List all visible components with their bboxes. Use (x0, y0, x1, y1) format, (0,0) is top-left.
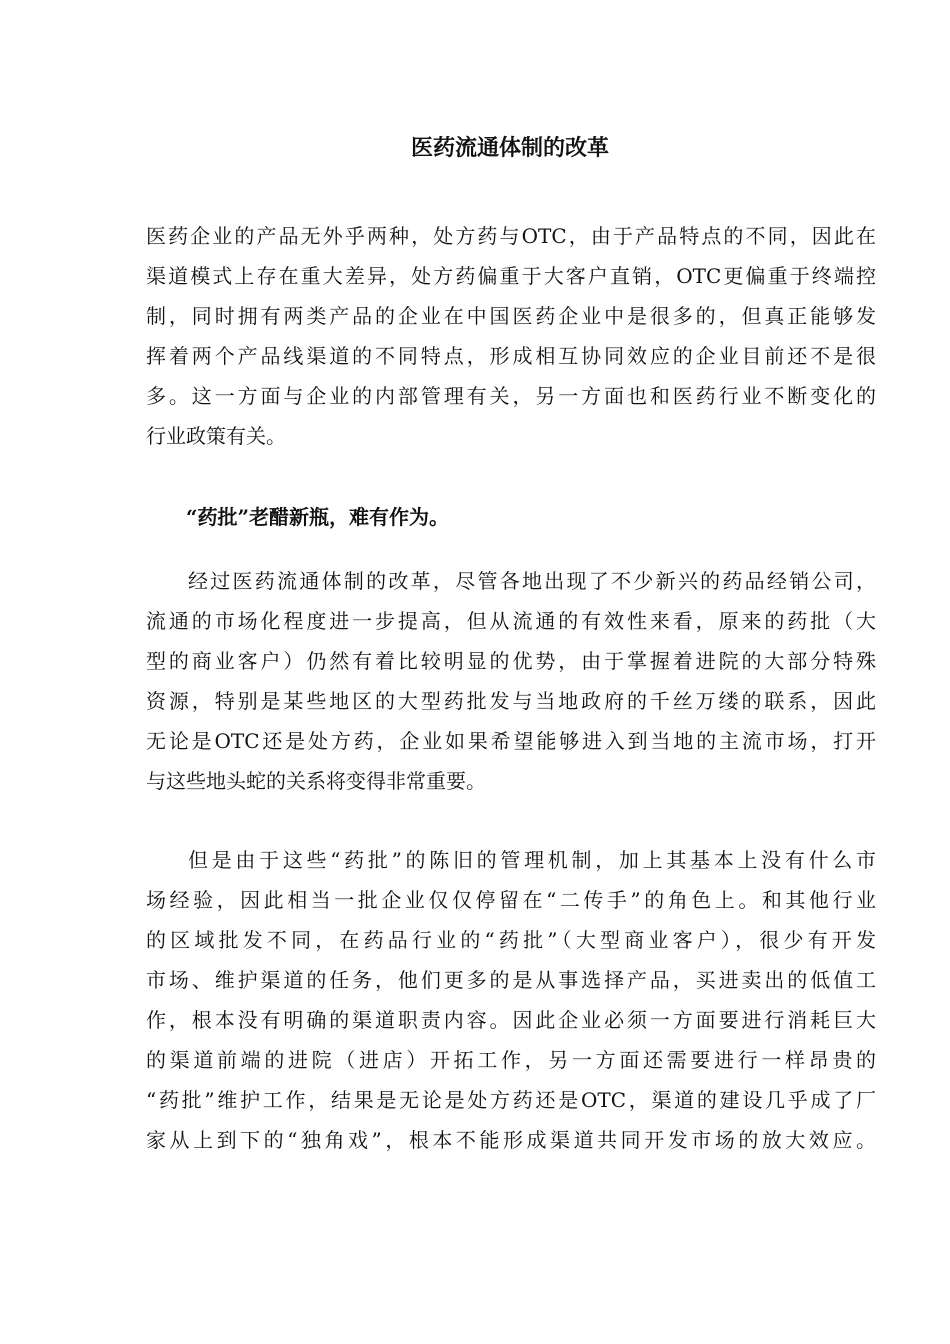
paragraph-line: 作，根本没有明确的渠道职责内容。因此企业必须一方面要进行消耗巨大 (146, 1008, 876, 1032)
paragraph-line: 多。这一方面与企业的内部管理有关，另一方面也和医药行业不断变化的 (146, 384, 876, 408)
paragraph-line: 经过医药流通体制的改革，尽管各地出现了不少新兴的药品经销公司， (188, 569, 876, 593)
paragraph-line: “药批”维护工作，结果是无论是处方药还是OTC，渠道的建设几乎成了厂 (146, 1088, 876, 1112)
paragraph-line: 挥着两个产品线渠道的不同特点，形成相互协同效应的企业目前还不是很 (146, 344, 876, 368)
paragraph-line: 无论是OTC还是处方药，企业如果希望能够进入到当地的主流市场，打开 (146, 729, 876, 753)
paragraph-1 (146, 216, 876, 456)
paragraph-line: 流通的市场化程度进一步提高，但从流通的有效性来看，原来的药批（大 (146, 609, 876, 633)
section-heading-text: “药批”老醋新瓶，难有作为。 (186, 505, 450, 529)
page-title: 医药流通体制的改革 (410, 135, 609, 161)
paragraph-line: 但是由于这些“药批”的陈旧的管理机制，加上其基本上没有什么市 (188, 848, 876, 872)
paragraph-line: 资源，特别是某些地区的大型药批发与当地政府的千丝万缕的联系，因此 (146, 689, 876, 713)
paragraph-line: 市场、维护渠道的任务，他们更多的是从事选择产品，买进卖出的低值工 (146, 968, 876, 992)
paragraph-line: 的区域批发不同，在药品行业的“药批”（大型商业客户），很少有开发 (146, 928, 876, 952)
paragraph-line: 家从上到下的“独角戏”，根本不能形成渠道共同开发市场的放大效应。 (146, 1128, 876, 1152)
paragraph-2 (146, 561, 876, 801)
paragraph-line: 医药企业的产品无外乎两种，处方药与OTC，由于产品特点的不同，因此在 (146, 224, 876, 248)
section-heading (146, 497, 876, 537)
paragraph-3 (146, 840, 876, 1160)
paragraph-line: 渠道模式上存在重大差异，处方药偏重于大客户直销，OTC更偏重于终端控 (146, 264, 876, 288)
paragraph-line: 制，同时拥有两类产品的企业在中国医药企业中是很多的，但真正能够发 (146, 304, 876, 328)
paragraph-line: 的渠道前端的进院（进店）开拓工作，另一方面还需要进行一样昂贵的 (146, 1048, 876, 1072)
paragraph-line: 行业政策有关。 (146, 424, 286, 448)
paragraph-line: 场经验，因此相当一批企业仅仅停留在“二传手”的角色上。和其他行业 (146, 888, 876, 912)
paragraph-line: 与这些地头蛇的关系将变得非常重要。 (146, 769, 486, 793)
paragraph-line: 型的商业客户）仍然有着比较明显的优势，由于掌握着进院的大部分特殊 (146, 649, 876, 673)
